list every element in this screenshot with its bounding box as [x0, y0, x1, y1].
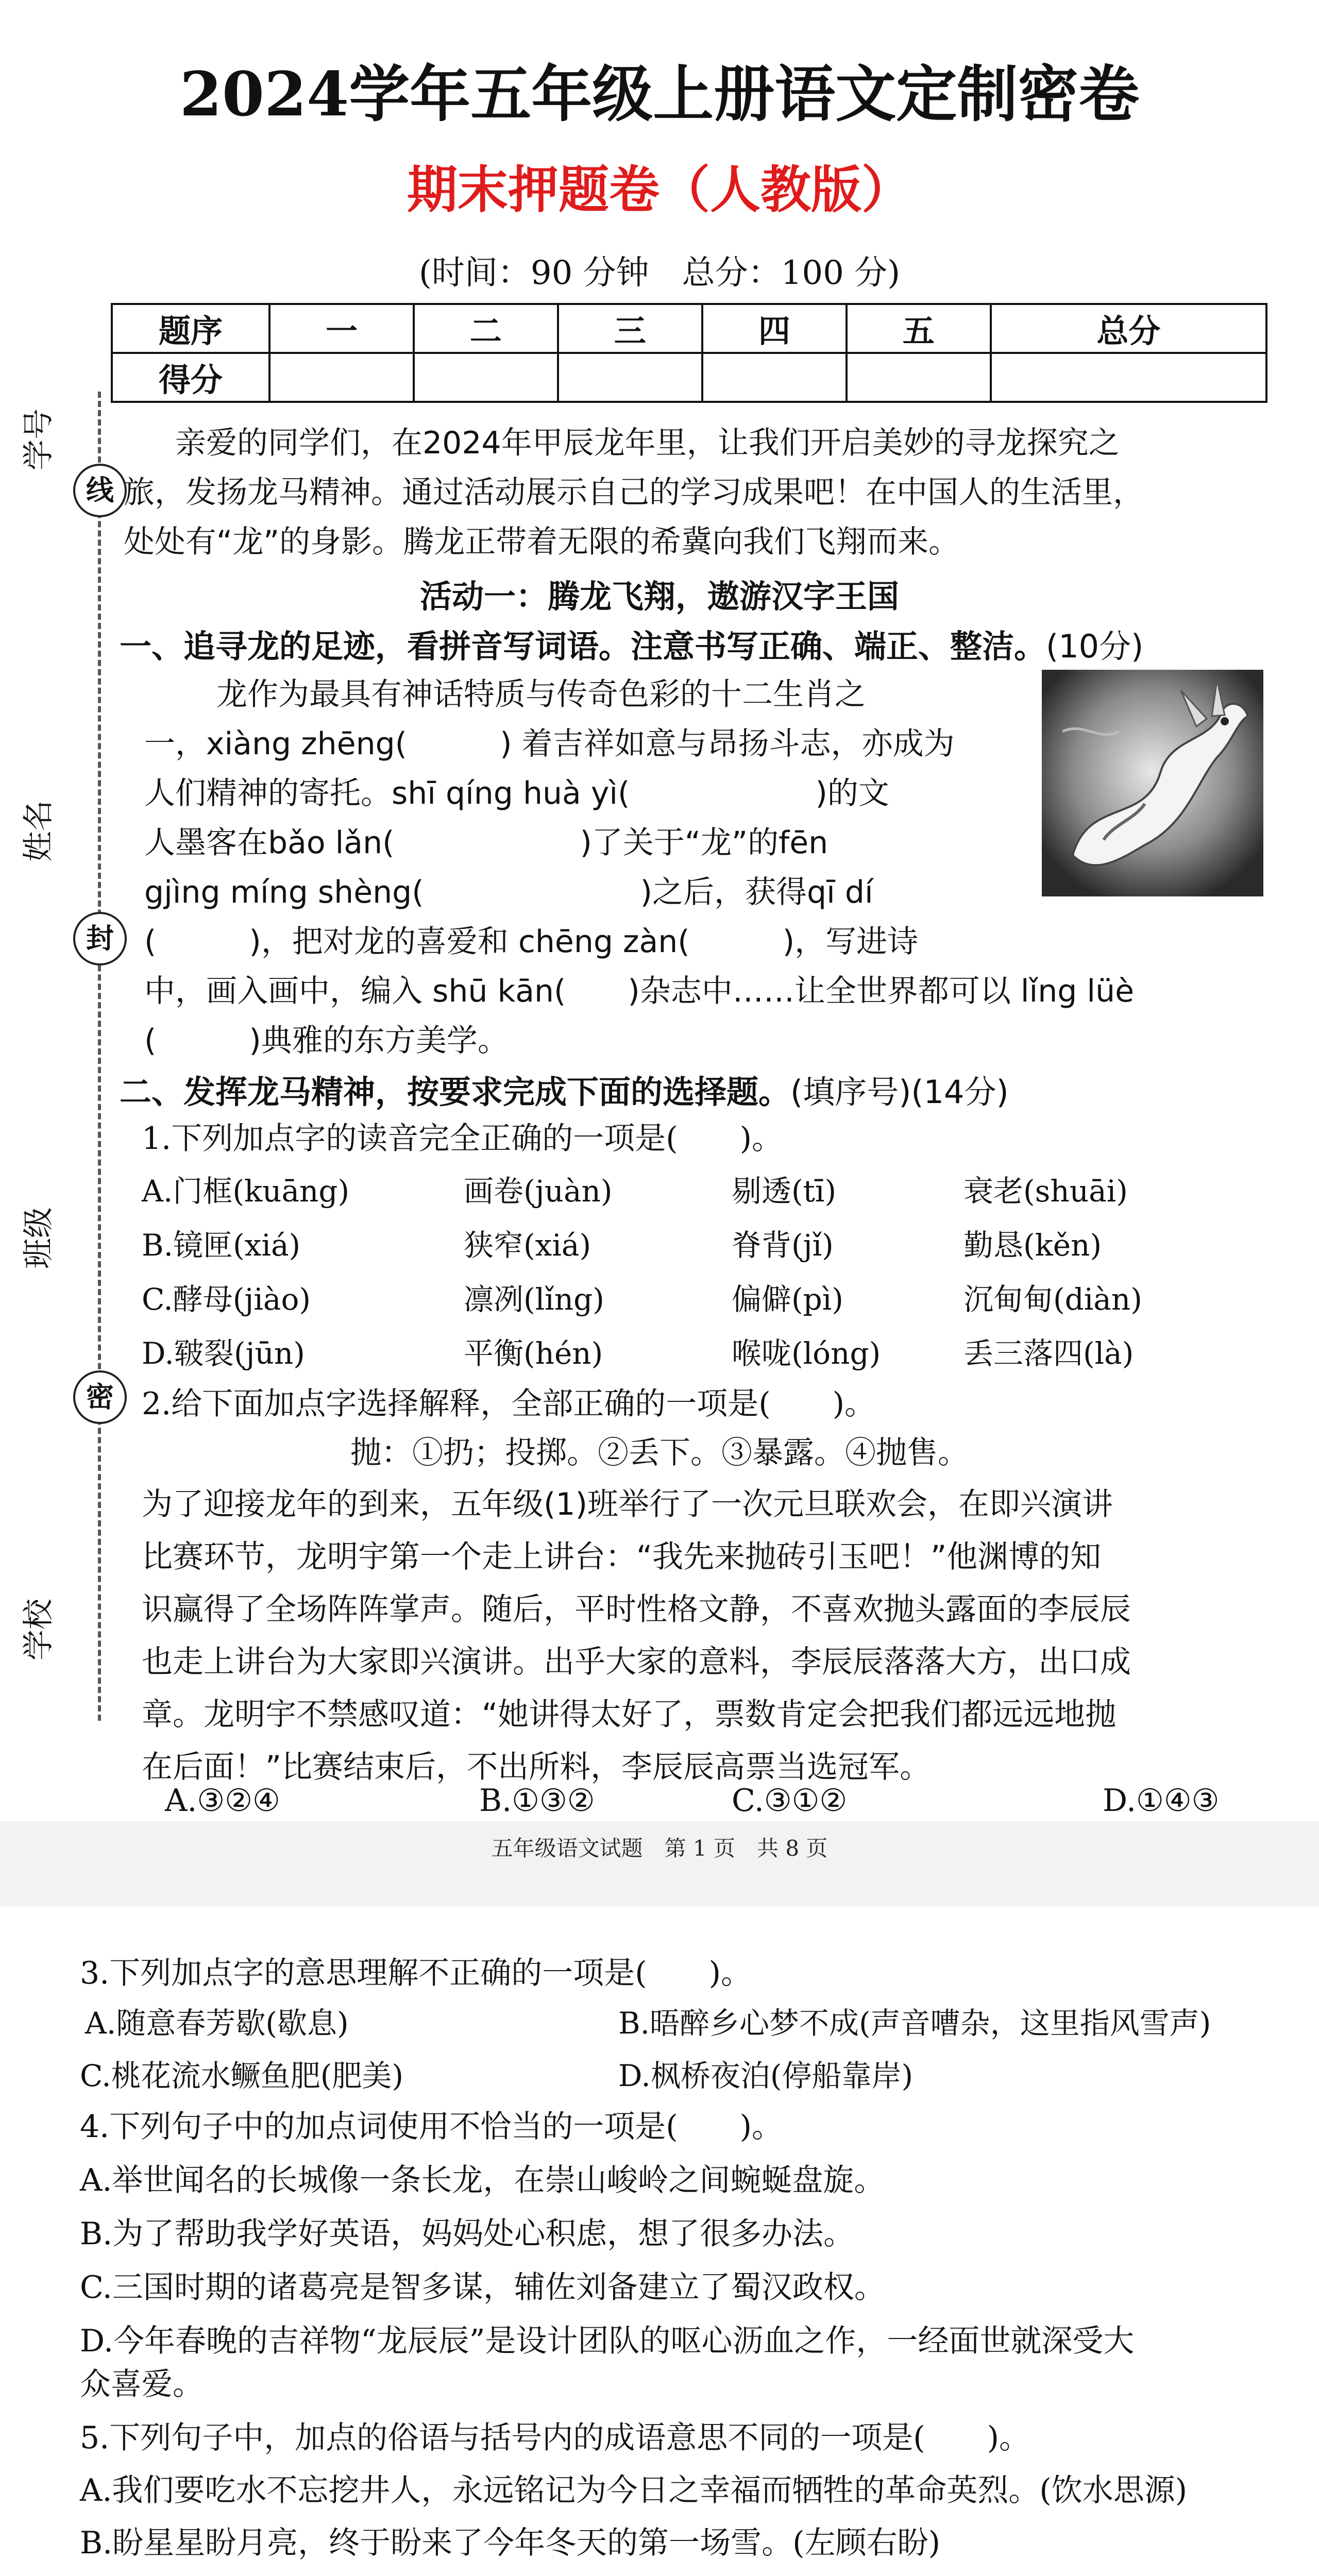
- exam-subtitle: 期末押题卷（人教版）: [407, 160, 912, 219]
- score-input-cell[interactable]: [414, 353, 558, 402]
- score-cell-header: 总分: [991, 304, 1266, 353]
- section-2-title: [120, 1066, 1009, 1112]
- page-gap: [0, 1821, 1319, 1906]
- q1-option-cell[interactable]: B.镜匣(xiá): [142, 1228, 301, 1263]
- intro-line: 旅，发扬龙马精神。通过活动展示自己的学习成果吧！在中国人的生活里，: [124, 474, 1144, 511]
- q2-passage-line: 章。龙明宇不禁感叹道：“她讲得太好了，票数肯定会把我们都远远地抛: [142, 1697, 1117, 1733]
- q1-option-cell: 衰老(shuāi): [963, 1174, 1128, 1209]
- pinyin-line: gjìng míng shèng( )之后，获得qī dí: [144, 874, 873, 910]
- dragon-icon: [1042, 670, 1263, 896]
- q1-option-cell: 偏僻(pì): [732, 1282, 843, 1317]
- q1-option-cell: 勤恳(kěn): [963, 1228, 1102, 1263]
- activity-1-heading: 活动一：腾龙飞翔，遨游汉字王国: [419, 578, 899, 615]
- q5-option-c[interactable]: [80, 2570, 1126, 2576]
- binding-mark-seal: 封: [73, 912, 127, 965]
- q1-option-cell: 画卷(juàn): [464, 1174, 613, 1209]
- side-label-name: 姓名: [21, 800, 57, 862]
- score-table-score-row: [112, 353, 1266, 402]
- q3-option-a[interactable]: A.随意春芳歇(歇息): [85, 2006, 349, 2041]
- pinyin-line: 龙作为最具有神话特质与传奇色彩的十二生肖之: [216, 676, 866, 713]
- side-label-class: 班级: [21, 1207, 57, 1269]
- pinyin-line: ( )典雅的东方美学。: [144, 1023, 509, 1059]
- score-cell-header: 三: [558, 304, 702, 353]
- pinyin-line: 中，画入画中，编入 shū kān( )杂志中……让全世界都可以 lǐng lüè: [144, 973, 1135, 1009]
- question-4-stem: 4.下列句子中的加点词使用不恰当的一项是( )。: [80, 2109, 783, 2145]
- exam-title: 2024学年五年级上册语文定制密卷: [179, 58, 1140, 130]
- intro-line: 处处有“龙”的身影。腾龙正带着无限的希冀向我们飞翔而来。: [124, 524, 960, 560]
- q1-option-cell: 喉咙(lóng): [732, 1336, 881, 1371]
- q2-option-a[interactable]: A.③②④: [165, 1783, 280, 1819]
- score-table-header-row: [112, 304, 1266, 353]
- dragon-illustration: [1042, 670, 1263, 896]
- score-input-cell[interactable]: [558, 353, 702, 402]
- score-cell-header: 一: [269, 304, 414, 353]
- time-info: (时间：90 分钟 总分：100 分): [418, 254, 901, 292]
- q2-passage-line: 识赢得了全场阵阵掌声。随后，平时性格文静，不喜欢抛头露面的李辰辰: [142, 1591, 1131, 1628]
- q3-option-c[interactable]: C.桃花流水鳜鱼肥(肥美): [80, 2058, 404, 2093]
- q5-option-b[interactable]: B.盼星星盼月亮，终于盼来了今年冬天的第一场雪。(左顾右盼): [80, 2525, 940, 2561]
- section-1-title-text: 一、追寻龙的足迹，看拼音写词语。注意书写正确、端正、整洁。: [120, 628, 1046, 665]
- question-1-stem: 1.下列加点字的读音完全正确的一项是( )。: [142, 1121, 783, 1157]
- q2-option-b[interactable]: B.①③②: [479, 1783, 595, 1819]
- q1-option-cell: 丢三落四(là): [963, 1336, 1134, 1371]
- q2-passage-line: 比赛环节，龙明宇第一个走上讲台：“我先来抛砖引玉吧！”他渊博的知: [142, 1539, 1102, 1575]
- exam-page-2: [0, 1906, 1319, 2576]
- score-table: [111, 303, 1267, 403]
- score-input-cell[interactable]: [847, 353, 991, 402]
- question-3-stem: 3.下列加点字的意思理解不正确的一项是( )。: [80, 1955, 752, 1991]
- q3-option-b[interactable]: B.晤醉乡心梦不成(声音嘈杂，这里指风雪声): [618, 2006, 1211, 2041]
- q1-option-cell[interactable]: D.皲裂(jūn): [142, 1336, 305, 1371]
- binding-mark-line: 线: [73, 464, 127, 517]
- pinyin-line: 人墨客在bǎo lǎn( )了关于“龙”的fēn: [144, 825, 828, 861]
- q4-option-d-continued: 众喜爱。: [80, 2366, 204, 2402]
- question-2-stem: 2.给下面加点字选择解释，全部正确的一项是( )。: [142, 1386, 876, 1422]
- score-input-cell[interactable]: [269, 353, 414, 402]
- side-label-school: 学校: [21, 1599, 57, 1660]
- side-label-student-id: 学号: [21, 409, 57, 470]
- section-2-points: (填序号)(14分): [790, 1073, 1009, 1111]
- score-cell-header: 题序: [112, 304, 269, 353]
- q1-option-cell[interactable]: A.门框(kuāng): [142, 1174, 350, 1209]
- score-row-label: 得分: [112, 353, 269, 402]
- section-2-title-text: 二、发挥龙马精神，按要求完成下面的选择题。: [120, 1073, 791, 1111]
- q5-option-a[interactable]: A.我们要吃水不忘挖井人，永远铭记为今日之幸福而牺牲的革命英烈。(饮水思源): [80, 2472, 1188, 2509]
- q1-option-cell: 剔透(tī): [732, 1174, 837, 1209]
- binding-mark-secret: 密: [73, 1370, 127, 1424]
- q1-option-cell: 平衡(hén): [464, 1336, 603, 1371]
- score-input-cell[interactable]: [991, 353, 1266, 402]
- pinyin-line: ( )，把对龙的喜爱和 chēng zàn( )，写进诗: [144, 924, 919, 960]
- q2-passage-line: 在后面！”比赛结束后，不出所料，李辰辰高票当选冠军。: [142, 1749, 931, 1785]
- q2-passage-line: 为了迎接龙年的到来，五年级(1)班举行了一次元旦联欢会，在即兴演讲: [142, 1486, 1113, 1522]
- score-cell-header: 四: [702, 304, 847, 353]
- q2-option-c[interactable]: C.③①②: [732, 1783, 848, 1819]
- page-1-footer: 五年级语文试题 第 1 页 共 8 页: [491, 1836, 828, 1861]
- q1-option-cell: 沉甸甸(diàn): [963, 1282, 1142, 1317]
- q3-option-d[interactable]: D.枫桥夜泊(停船靠岸): [618, 2058, 914, 2093]
- q4-option-c[interactable]: C.三国时期的诸葛亮是智多谋，辅佐刘备建立了蜀汉政权。: [80, 2269, 885, 2306]
- pinyin-line: 一，xiàng zhēng( ) 着吉祥如意与昂扬斗志，亦成为: [144, 726, 955, 762]
- intro-line: 亲爱的同学们，在2024年甲辰龙年里，让我们开启美妙的寻龙探究之: [175, 425, 1120, 461]
- section-1-points: (10分): [1046, 628, 1144, 665]
- q1-option-cell: 凛冽(lǐng): [464, 1282, 604, 1317]
- question-5-stem: 5.下列句子中，加点的俗语与括号内的成语意思不同的一项是( )。: [80, 2420, 1030, 2456]
- q4-option-b[interactable]: B.为了帮助我学好英语，妈妈处心积虑，想了很多办法。: [80, 2216, 855, 2252]
- score-cell-header: 二: [414, 304, 558, 353]
- question-2-definition: 抛：①扔；投掷。②丢下。③暴露。④抛售。: [350, 1435, 969, 1471]
- q1-option-cell: 脊背(jǐ): [732, 1228, 834, 1263]
- q4-option-a[interactable]: A.举世闻名的长城像一条长龙，在崇山峻岭之间蜿蜒盘旋。: [80, 2162, 885, 2198]
- pinyin-line: 人们精神的寄托。shī qíng huà yì( )的文: [144, 775, 889, 811]
- score-input-cell[interactable]: [702, 353, 847, 402]
- section-1-title: [120, 621, 1143, 667]
- score-cell-header: 五: [847, 304, 991, 353]
- q4-option-d[interactable]: D.今年春晚的吉祥物“龙辰辰”是设计团队的呕心沥血之作，一经面世就深受大: [80, 2323, 1135, 2359]
- q2-option-d[interactable]: D.①④③: [1103, 1783, 1220, 1819]
- q2-passage-line: 也走上讲台为大家即兴演讲。出乎大家的意料，李辰辰落落大方，出口成: [142, 1644, 1131, 1680]
- q1-option-cell: 狭窄(xiá): [464, 1228, 591, 1263]
- q1-option-cell[interactable]: C.酵母(jiào): [142, 1282, 311, 1317]
